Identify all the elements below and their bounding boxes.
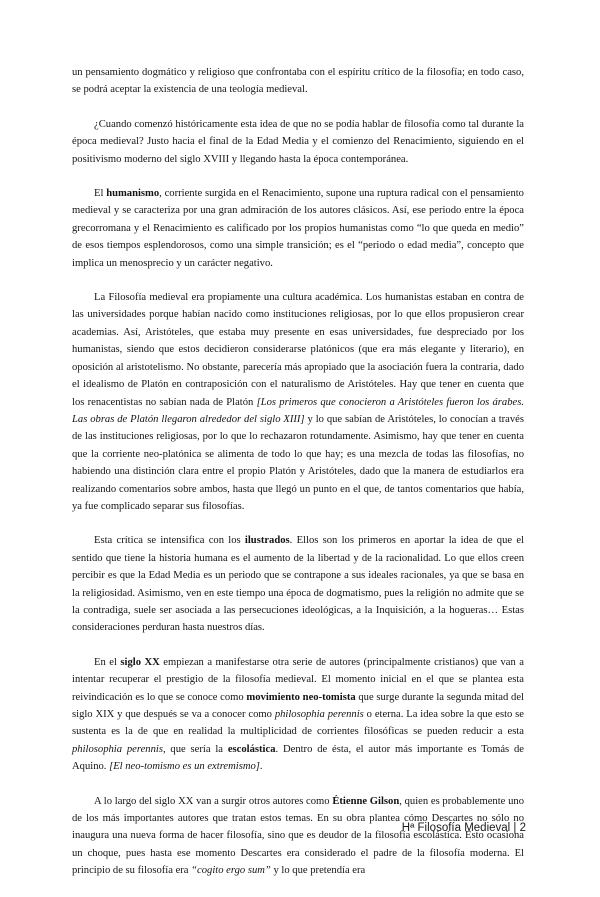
text-run: y lo que sabían de Aristóteles, lo conocían a través de las instituciones religiosas, por lo que lo rechazaron rotundamente. Asimismo, hay que tener en cuenta que la corriente neo-platónica se alimenta de todo lo que hay; es una mezcla de todas las filosofías, no habiendo una distinción clara entre el propio Platón y Aristóteles, dado que la manera de estudiarlos era realizando comentarios sobre ambos, hasta que llegó un punto en el que, de tantos comentarios que había, ya fue complicado separar sus filosofías.	[72, 413, 524, 512]
italic-note: philosophia perennis	[72, 743, 163, 755]
paragraph	[72, 289, 524, 515]
paragraph	[72, 185, 524, 272]
italic-note: [El neo-tomismo es un extremismo]	[109, 761, 260, 773]
bold-term: ilustrados	[244, 535, 290, 547]
italic-note: “cogito ergo sum”	[191, 865, 271, 877]
paragraph	[72, 532, 524, 636]
text-run: empiezan a manifestarse otra serie de autores (principalmente cristianos) que van a intentar recuperar el prestigio de la filosofía medieval. El momento inicial en el que se plantea esta reivindicación es lo que se conoce como	[72, 656, 524, 703]
bold-term: siglo XX	[120, 656, 160, 668]
text-run: un pensamiento dogmático y religioso que confrontaba con el espíritu crítico de la filosofía; en todo caso, se podrá aceptar la existencia de una teología medieval.	[72, 67, 524, 96]
bold-term: movimiento neo-tomista	[246, 691, 356, 703]
paragraph	[72, 64, 524, 99]
paragraph	[72, 116, 524, 168]
text-run: Esta crítica se intensifica con los	[94, 535, 245, 547]
text-run: , que sería la	[162, 743, 228, 755]
text-run: , corriente surgida en el Renacimiento, supone una ruptura radical con el pensamiento medieval y se caracteriza por una gran admiración de los autores clásicos. Así, ese periodo entre la época grecorromana y el Renacimiento es calificado por los propios humanistas como “lo que queda en medio” de esos tiempos esplendorosos, como una simple transición; es el “periodo o edad media”, concepto que implica un menosprecio y un carácter negativo.	[72, 188, 524, 269]
document-body	[72, 64, 524, 897]
italic-note: philosophia perennis	[274, 709, 364, 720]
text-run: y lo que pretendía era	[270, 865, 366, 877]
text-run: que surge durante la segunda mitad del siglo XIX y que después se va a conocer como	[72, 691, 524, 720]
page-footer: Hª Filosofía Medieval | 2	[401, 822, 526, 834]
bold-term: escolástica	[227, 743, 276, 755]
bold-term: Étienne Gilson	[332, 795, 400, 807]
text-run: o eterna. La idea sobre la que esto se sustenta es la de que en realidad la multiplicidad de corrientes filosóficas se pueden reducir a esta	[72, 709, 525, 738]
text-run: En el	[94, 656, 121, 668]
text-run: A lo largo del siglo XX van a surgir otros autores como	[94, 795, 333, 807]
paragraph	[72, 793, 524, 880]
italic-note: [Los primeros que conocieron a Aristóteles fueron los árabes. Las obras de Platón llegaron alrededor del siglo XIII]	[72, 396, 524, 425]
text-run: El	[94, 188, 107, 200]
text-run: , quien es probablemente uno de los más importantes autores que tratan estos temas. En su obra plantea cómo Descartes no sólo no inaugura una nueva forma de hacer filosofía, sino que es deudor de la filosofía escolástica. Esto ocasiona un choque, pues hasta ese momento Descartes era considerado el padre de la filosofía moderna. El principio de su filosofía era	[72, 795, 524, 877]
paragraph	[72, 654, 524, 776]
text-run: .	[259, 761, 263, 773]
bold-term: humanismo	[106, 188, 160, 200]
text-run: La Filosofía medieval era propiamente una cultura académica. Los humanistas estaban en contra de las universidades porque habían nacido como instituciones religiosas, por lo que ellos propusieron crear academias. Así, Aristóteles, que estaba muy presente en esas universidades, fue despreciado por los humanistas, siendo que estos decidieron considerarse platónicos (que era más elegante y literario), en oposición al aristotelismo. No obstante, parecería más apropiado que la asociación fuera la contraria, dado el idealismo de Platón en contraposición con el naturalismo de Aristóteles. Hay que tener en cuenta que los renacentistas no sabían nada de Platón	[72, 292, 524, 408]
text-run: . Dentro de ésta, el autor más importante es Tomás de Aquino.	[72, 743, 524, 773]
text-run: ¿Cuando comenzó históricamente esta idea de que no se podía hablar de filosofía como tal durante la época medieval? Justo hacia el final de la Edad Media y el comienzo del Renacimiento, siguiendo en el positivismo moderno del siglo XVIII y llegando hasta la época contemporánea.	[72, 118, 524, 165]
text-run: . Ellos son los primeros en aportar la idea de que el sentido que tiene la historia humana es el aumento de la libertad y de la racionalidad. Lo que ellos creen percibir es que la Edad Media es un periodo que se contrapone a sus ideales racionales, ya que se basa en la religiosidad. Asimismo, ven en este tiempo una época de dogmatismo, pues la religión no admite que se la contradiga, suele ser asociada a las persecuciones ideológicas, a la Inquisición, a la hogueras… Estas consideraciones perduran hasta nuestros días.	[72, 535, 524, 634]
